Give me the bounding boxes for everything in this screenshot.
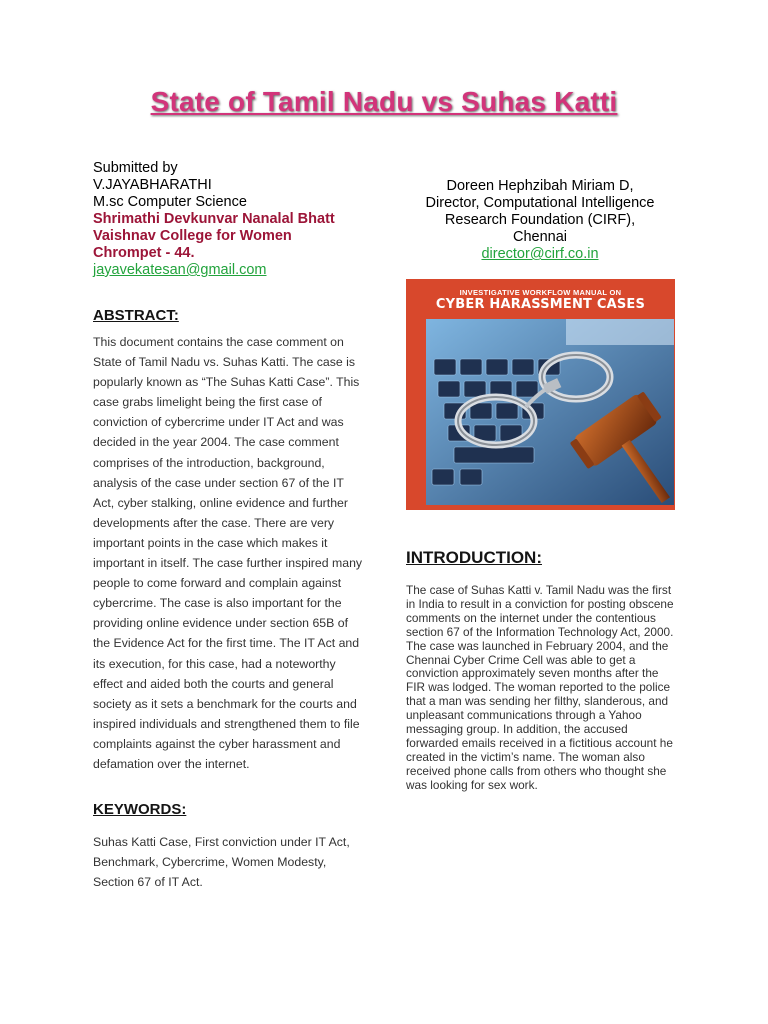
- director-email-link[interactable]: director@cirf.co.in: [481, 246, 599, 262]
- author-degree: M.sc Computer Science: [93, 194, 247, 210]
- introduction-text: The case of Suhas Katti v. Tamil Nadu was the first in India to result in a conviction for posting obscene comments on the internet under the contentious section 67 of the Information Technology Act, 2000. The case was launched in February 2004, and the Chennai Cyber Crime Cell was able to get a conviction approximately seven months after the FIR was lodged. The woman reported to the police that a man was sending her filthy, slanderous, and unpleasant communications through a Yahoo messaging group. In addition, the accused forwarded emails received in a fictitious account he created in the victim’s name. The woman also received phone calls from others who thought she was looking for sex work.: [406, 583, 674, 792]
- cover-title: CYBER HARASSMENT CASES: [435, 297, 646, 312]
- page-title: State of Tamil Nadu vs Suhas Katti: [150, 86, 618, 117]
- college-line-2: Vaishnav College for Women: [93, 228, 292, 244]
- introduction-heading: INTRODUCTION:: [406, 548, 542, 567]
- director-city: Chennai: [512, 229, 567, 245]
- keywords-heading: KEYWORDS:: [93, 801, 187, 818]
- author-right: [405, 178, 675, 263]
- abstract-text: This document contains the case comment on State of Tamil Nadu vs. Suhas Katti. The case is popularly known as “The Suhas Katti Case”. This case grabs limelight being the first case of conviction of cybercrime under IT Act and was decided in the year 2004. The case comment comprises of the introduction, background, analysis of the case under section 67 of the IT Act, cyber stalking, online evidence and further developments after the case. There are very important points in the case which makes it important in itself. The case further inspired many people to come forward and complain against cybercrime. The case is also important for the providing online evidence under section 65B of the Evidence Act for the first time. The IT Act and its execution, for this case, had a noteworthy effect and aided both the courts and general society as it sets a benchmark for the courts and inspired individuals and strengthened them to file complaints against the cyber harassment and defamation over the internet.: [93, 335, 363, 771]
- abstract-heading: ABSTRACT:: [93, 307, 179, 324]
- manual-cover-image: [406, 279, 675, 510]
- keywords-text: Suhas Katti Case, First conviction under IT Act, Benchmark, Cybercrime, Women Modesty, Section 67 of IT Act.: [93, 835, 350, 890]
- cover-subtitle: INVESTIGATIVE WORKFLOW MANUAL ON: [459, 288, 622, 297]
- director-name: Doreen Hephzibah Miriam D,: [446, 178, 634, 194]
- author-name: V.JAYABHARATHI: [93, 177, 212, 193]
- director-role: Director, Computational Intelligence: [425, 195, 655, 211]
- author-email-link[interactable]: jayavekatesan@gmail.com: [93, 262, 267, 278]
- college-line-3: Chrompet - 44.: [93, 245, 195, 261]
- author-left: [93, 160, 363, 279]
- college-line-1: Shrimathi Devkunvar Nanalal Bhatt: [93, 211, 335, 227]
- director-org: Research Foundation (CIRF),: [444, 212, 636, 228]
- submitted-by-label: Submitted by: [93, 160, 178, 176]
- handcuffs-gavel-keyboard-illustration: [426, 319, 674, 505]
